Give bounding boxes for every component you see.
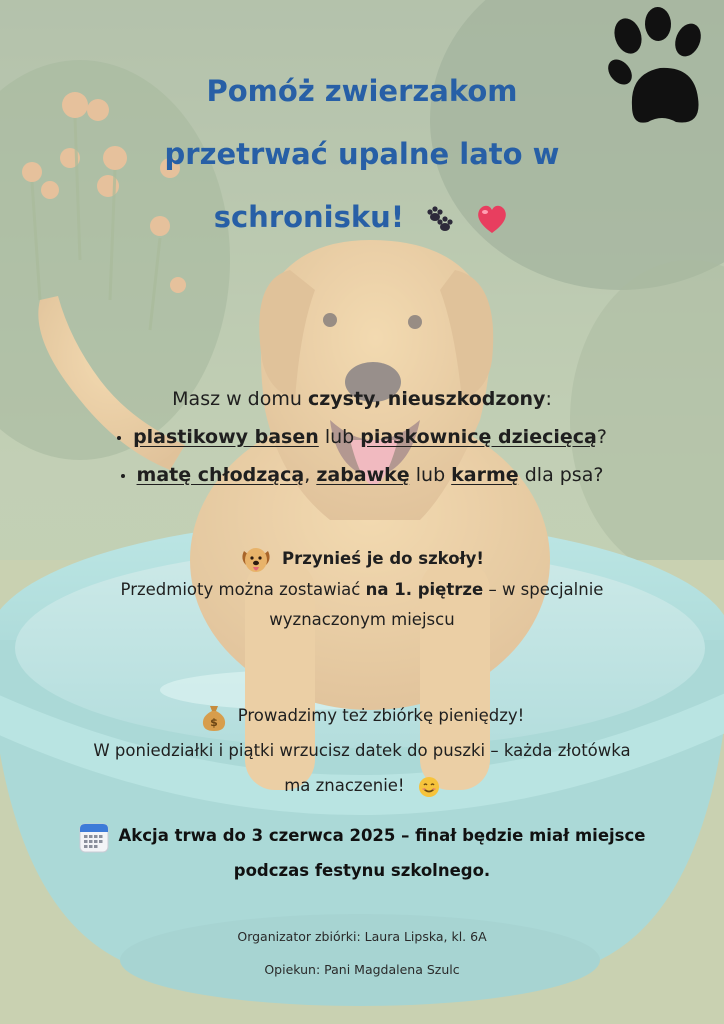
- bullet1-item-a: plastikowy basen: [133, 426, 319, 448]
- svg-text:$: $: [209, 715, 218, 729]
- bullet1-joiner: lub: [318, 426, 361, 448]
- bullet-item-1: [0, 418, 724, 456]
- money-line-1: W poniedziałki i piątki wrzucisz datek do puszki – każda złotówka: [93, 741, 631, 760]
- title-line-2: przetrwać upalne lato w: [164, 137, 560, 171]
- intro-bold: czysty, nieuszkodzony: [307, 388, 546, 410]
- money-heading-text: Prowadzimy też zbiórkę pieniędzy!: [237, 706, 525, 725]
- bullet2-end: dla psa?: [518, 464, 604, 486]
- bullet2-item-b: zabawkę: [316, 464, 410, 486]
- bullet2-comma: ,: [304, 464, 317, 486]
- intro-suffix: :: [545, 388, 552, 410]
- questions-intro: [0, 380, 724, 418]
- money-section: [0, 698, 724, 803]
- bring-heading: [0, 544, 724, 575]
- title-line-3: [0, 186, 724, 249]
- dog-face-icon: [240, 545, 272, 575]
- bring-line1-prefix: Przedmioty można zostawiać: [120, 579, 366, 599]
- bullet2-item-c: karmę: [451, 464, 519, 486]
- title-line-3-text: schronisku!: [213, 200, 405, 234]
- money-heading: [0, 698, 724, 733]
- bring-line1-bold: na 1. piętrze: [365, 579, 484, 599]
- questions-section: [0, 380, 724, 494]
- footer-section: [0, 920, 724, 986]
- dates-line-1: [0, 818, 724, 853]
- heart-icon: [474, 202, 510, 236]
- dates-section: [0, 818, 724, 888]
- bring-heading-text: Przynieś je do szkoły!: [282, 549, 484, 568]
- dates-line1-text: Akcja trwa do 3 czerwca 2025 – finał będzie miał miejsce: [118, 826, 646, 845]
- page-title: [0, 60, 724, 249]
- bullet1-end: ?: [596, 426, 607, 448]
- dates-line-2: podczas festynu szkolnego.: [233, 861, 491, 880]
- organizer-text: Organizator zbiórki: Laura Lipska, kl. 6A: [237, 929, 487, 944]
- paw-prints-icon: [422, 204, 456, 234]
- money-line2-text: ma znaczenie!: [284, 776, 405, 795]
- money-bag-icon: [200, 702, 228, 732]
- bring-section: [0, 544, 724, 635]
- bullet-item-2: [0, 456, 724, 494]
- bullet2-joiner: lub: [409, 464, 452, 486]
- bullet-icon: [121, 474, 125, 478]
- guardian-text: Opiekun: Pani Magdalena Szulc: [264, 962, 460, 977]
- bullet2-item-a: matę chłodzącą: [136, 464, 305, 486]
- bullet-icon: [117, 436, 121, 440]
- money-line-2: [0, 768, 724, 803]
- calendar-icon: [79, 821, 109, 853]
- smiling-face-icon: [418, 776, 440, 798]
- title-line-1: Pomóż zwierzakom: [206, 74, 518, 108]
- bring-line1-suffix: – w specjalnie: [483, 579, 604, 599]
- intro-prefix: Masz w domu: [172, 388, 308, 410]
- bullet1-item-b: piaskownicę dziecięcą: [360, 426, 597, 448]
- bring-line-1: [0, 575, 724, 605]
- bring-line-2: wyznaczonym miejscu: [269, 609, 455, 629]
